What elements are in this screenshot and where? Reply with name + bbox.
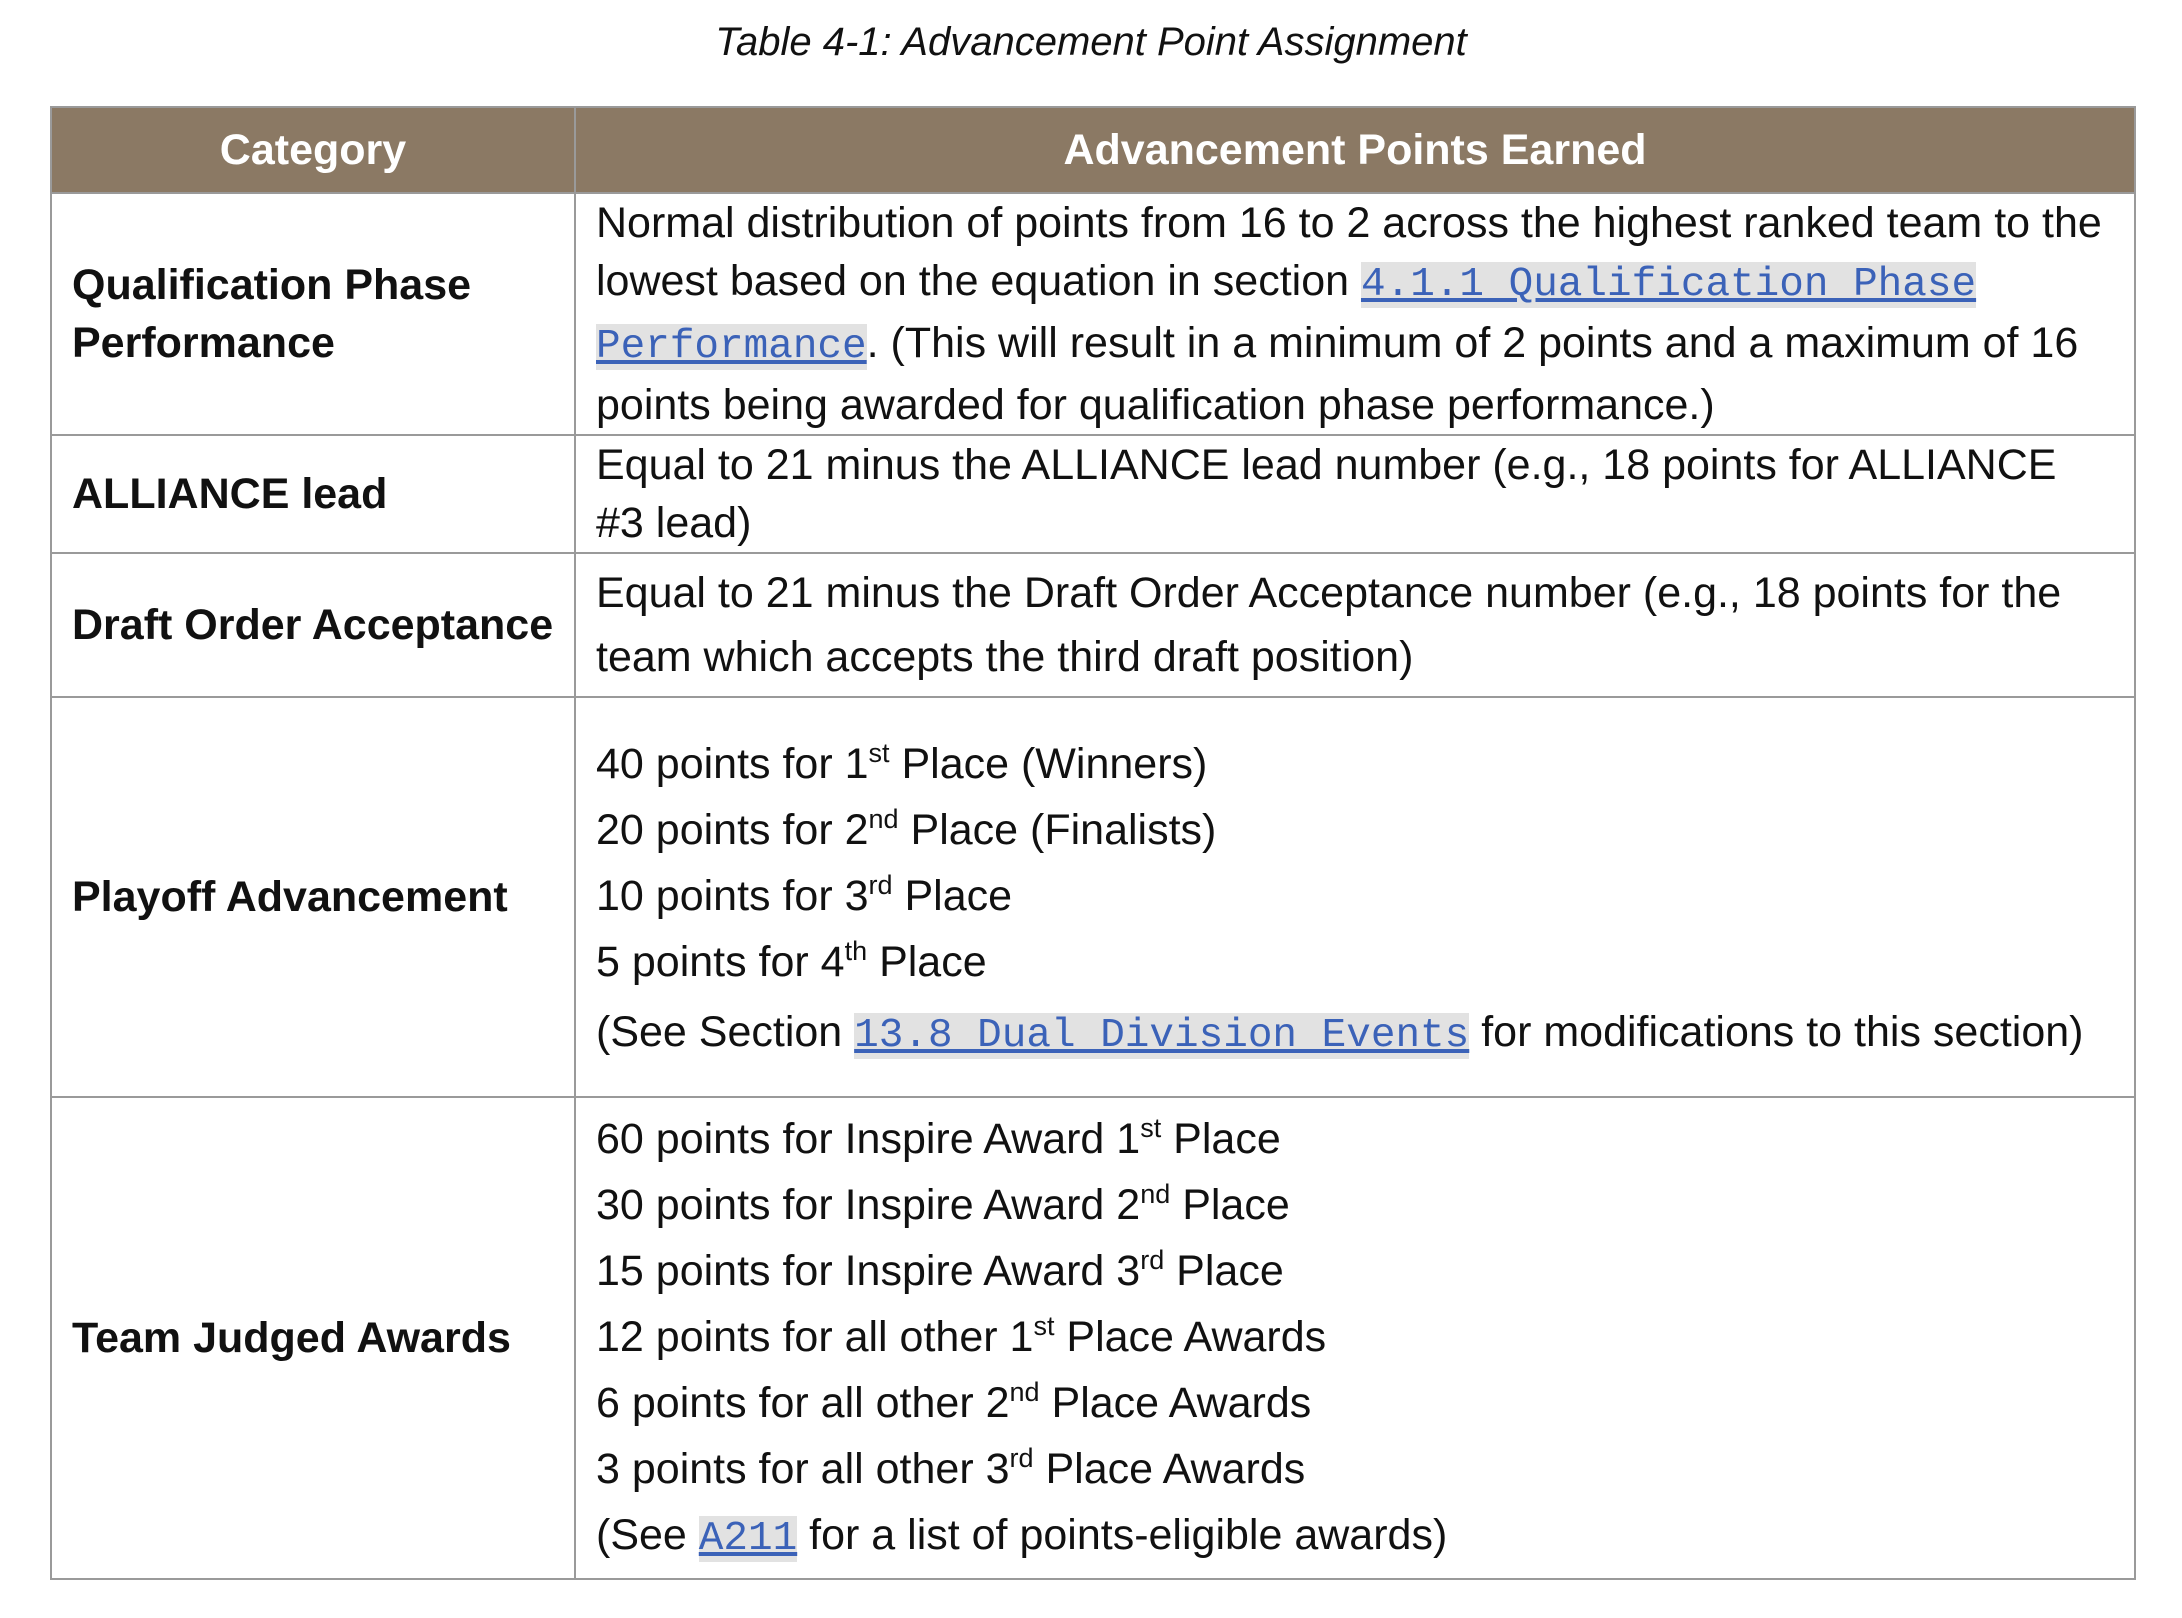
table-row bbox=[51, 553, 2135, 697]
points-line: 12 points for all other 1st Place Awards bbox=[596, 1311, 1327, 1361]
category-cell: Draft Order Acceptance bbox=[51, 553, 575, 697]
points-line: 5 points for 4th Place bbox=[596, 936, 987, 986]
section-note: (See Section 13.8 Dual Division Events for modifications to this section) bbox=[596, 1008, 2084, 1059]
section-note: (See A211 for a list of points-eligible awards) bbox=[596, 1511, 1448, 1562]
points-cell bbox=[575, 1097, 2135, 1579]
category-cell: ALLIANCE lead bbox=[51, 435, 575, 553]
advancement-points-table bbox=[50, 106, 2136, 1580]
category-cell: Playoff Advancement bbox=[51, 697, 575, 1097]
section-link[interactable]: 4.1.1 Qualification Phase Performance bbox=[596, 262, 1977, 370]
points-cell: Equal to 21 minus the ALLIANCE lead number (e.g., 18 points for ALLIANCE #3 lead) bbox=[575, 435, 2135, 553]
category-cell: Team Judged Awards bbox=[51, 1097, 575, 1579]
points-cell: Equal to 21 minus the Draft Order Acceptance number (e.g., 18 points for the team which accepts the third draft position) bbox=[575, 553, 2135, 697]
table-row bbox=[51, 1097, 2135, 1579]
points-line: 15 points for Inspire Award 3rd Place bbox=[596, 1245, 1284, 1295]
points-line: 60 points for Inspire Award 1st Place bbox=[596, 1113, 1281, 1163]
table-row bbox=[51, 193, 2135, 435]
table-caption: Table 4-1: Advancement Point Assignment bbox=[715, 20, 1467, 64]
rule-link[interactable]: A211 bbox=[698, 1516, 798, 1562]
table-header-row bbox=[51, 107, 2135, 193]
points-cell bbox=[575, 193, 2135, 435]
table-row bbox=[51, 435, 2135, 553]
section-link[interactable]: 13.8 Dual Division Events bbox=[854, 1013, 1470, 1059]
table-row bbox=[51, 697, 2135, 1097]
column-header-category: Category bbox=[51, 107, 575, 193]
points-line: 10 points for 3rd Place bbox=[596, 870, 1013, 920]
points-line: 40 points for 1st Place (Winners) bbox=[596, 738, 1208, 788]
points-text: Normal distribution of points from 16 to 2 across the highest ranked team to the lowest based on the equation in section bbox=[596, 199, 2102, 305]
column-header-points: Advancement Points Earned bbox=[575, 107, 2135, 193]
points-line: 30 points for Inspire Award 2nd Place bbox=[596, 1179, 1290, 1229]
points-line: 3 points for all other 3rd Place Awards bbox=[596, 1443, 1306, 1493]
points-line: 20 points for 2nd Place (Finalists) bbox=[596, 804, 1217, 854]
points-cell bbox=[575, 697, 2135, 1097]
points-text: . (This will result in a minimum of 2 points and a maximum of 16 points being awarded for qualification phase performance.) bbox=[596, 319, 2079, 429]
category-cell: Qualification Phase Performance bbox=[51, 193, 575, 435]
points-line: 6 points for all other 2nd Place Awards bbox=[596, 1377, 1312, 1427]
